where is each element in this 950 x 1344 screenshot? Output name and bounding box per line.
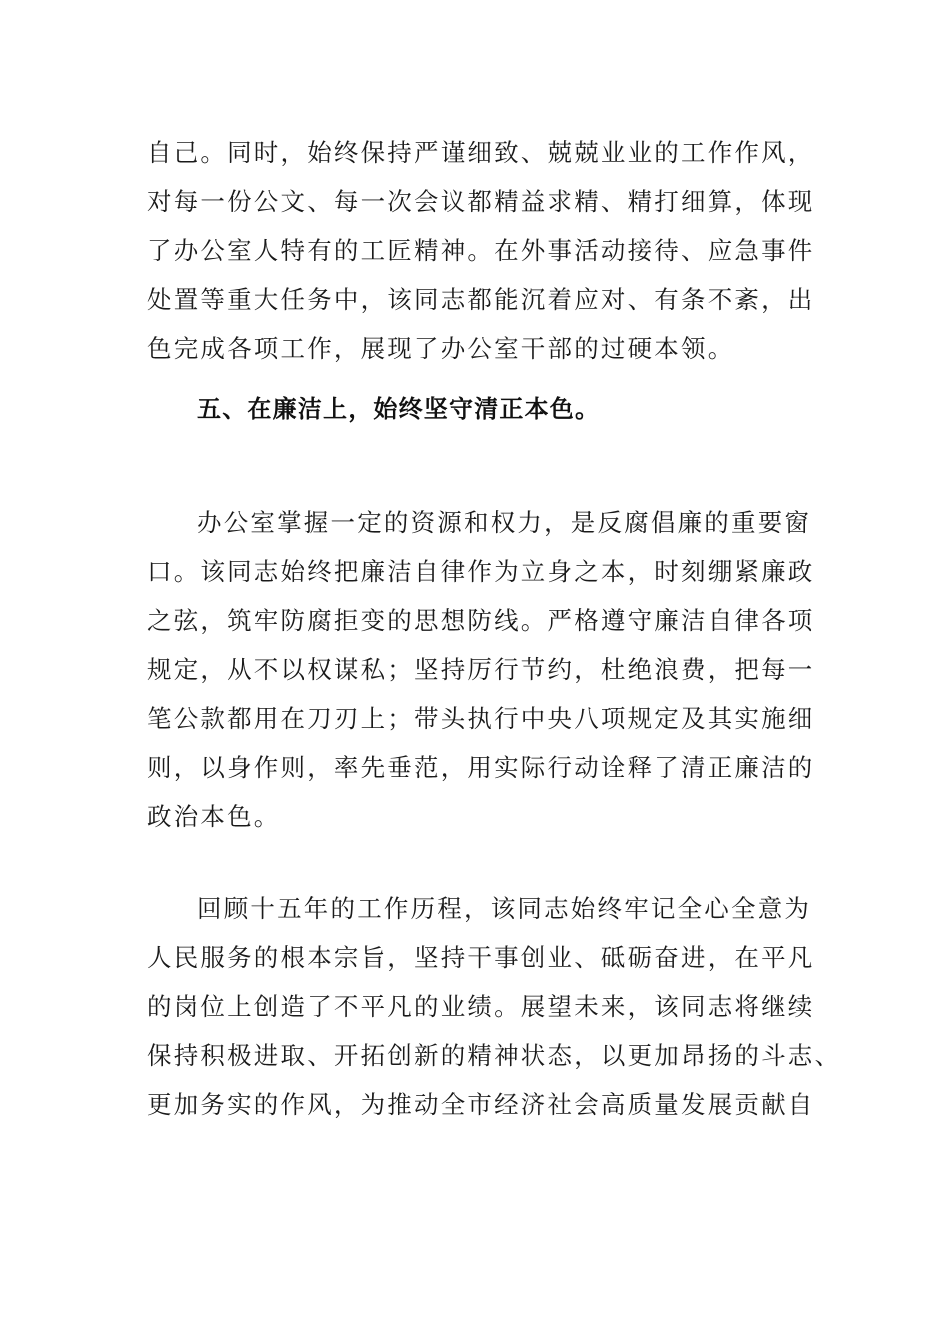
paragraph-line: 规定，从不以权谋私；坚持厉行节约，杜绝浪费，把每一 (147, 655, 815, 684)
paragraph-line: 回顾十五年的工作历程，该同志始终牢记全心全意为 (197, 894, 812, 923)
paragraph-review (147, 884, 842, 1129)
paragraph-line: 口。该同志始终把廉洁自律作为立身之本，时刻绷紧廉政 (147, 557, 815, 586)
paragraph-line: 自己。同时，始终保持严谨细致、兢兢业业的工作作风， (147, 138, 815, 167)
paragraph-line: 更加务实的作风，为推动全市经济社会高质量发展贡献自 (147, 1090, 815, 1119)
paragraph-line: 笔公款都用在刀刃上；带头执行中央八项规定及其实施细 (147, 704, 815, 733)
paragraph-integrity (147, 498, 815, 841)
paragraph-line: 了办公室人特有的工匠精神。在外事活动接待、应急事件 (147, 236, 815, 265)
paragraph-work-style (147, 128, 815, 373)
paragraph-line: 政治本色。 (147, 802, 281, 831)
paragraph-line: 办公室掌握一定的资源和权力，是反腐倡廉的重要窗 (197, 508, 812, 537)
paragraph-line: 之弦，筑牢防腐拒变的思想防线。严格遵守廉洁自律各项 (147, 606, 815, 635)
paragraph-line: 处置等重大任务中，该同志都能沉着应对、有条不紊，出 (147, 285, 815, 314)
paragraph-line: 的岗位上创造了不平凡的业绩。展望未来，该同志将继续 (147, 992, 815, 1021)
paragraph-line: 对每一份公文、每一次会议都精益求精、精打细算，体现 (147, 187, 815, 216)
paragraph-line: 色完成各项工作，展现了办公室干部的过硬本领。 (147, 334, 735, 363)
paragraph-line: 则，以身作则，率先垂范，用实际行动诠释了清正廉洁的 (147, 753, 815, 782)
paragraph-line: 人民服务的根本宗旨，坚持干事创业、砥砺奋进，在平凡 (147, 943, 815, 972)
section-heading: 五、在廉洁上，始终坚守清正本色。 (197, 395, 601, 423)
paragraph-line: 保持积极进取、开拓创新的精神状态，以更加昂扬的斗志、 (147, 1041, 842, 1070)
